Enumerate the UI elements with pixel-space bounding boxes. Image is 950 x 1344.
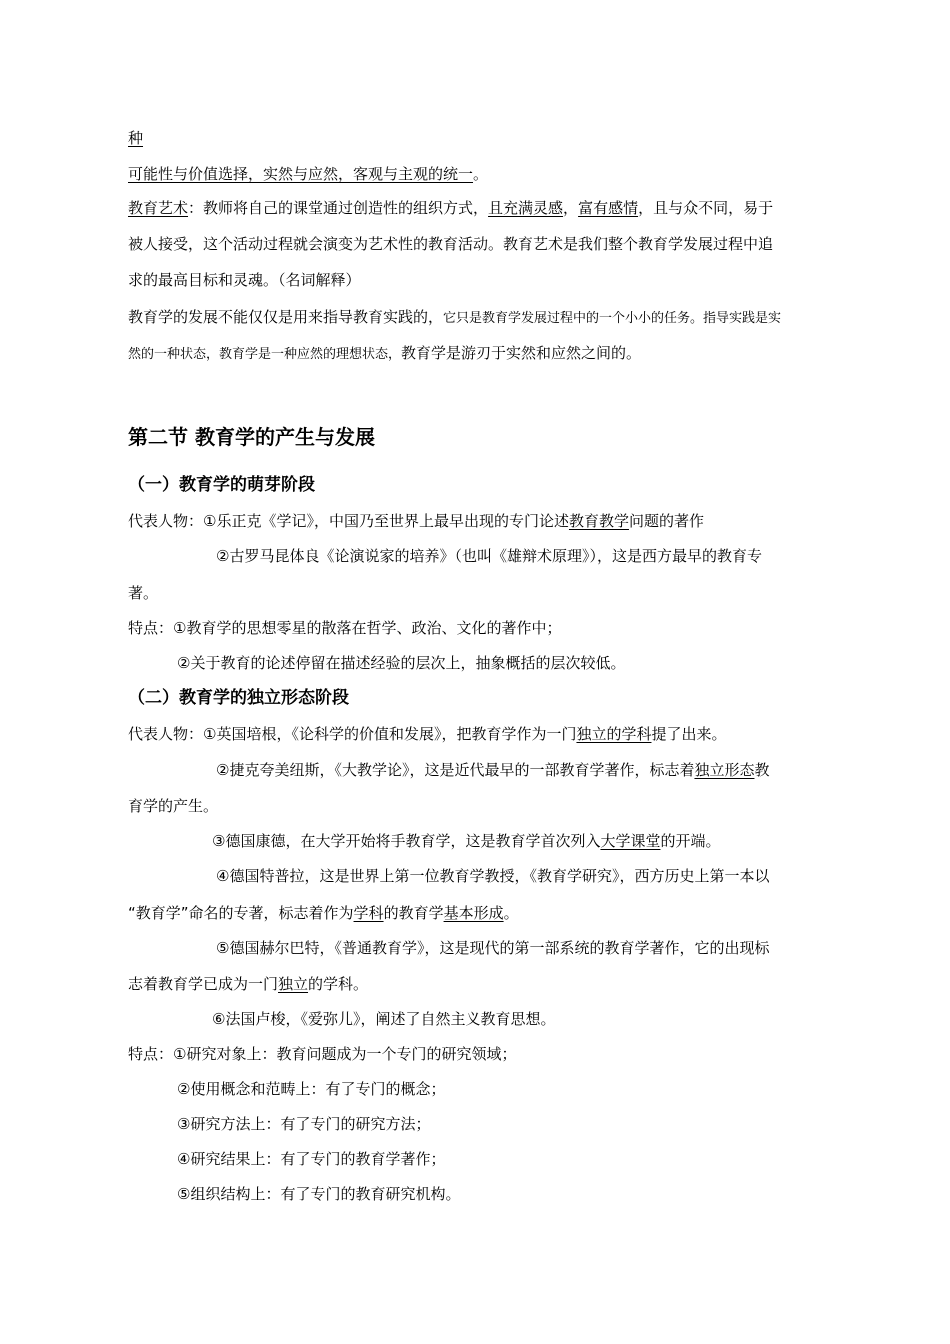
text-fragment: 代表人物：①乐正克《学记》，中国乃至世界上最早出现的专门论述 <box>128 512 569 530</box>
underlined-text: 种 <box>128 129 144 147</box>
text-fragment: 问题的著作 <box>628 512 704 530</box>
text-line <box>128 164 488 184</box>
underlined-text: 且充满灵感 <box>488 199 564 217</box>
text-fragment: 志着教育学已成为一门 <box>128 975 279 993</box>
text-line <box>212 831 720 851</box>
text-fragment: ，且与众不同，易于 <box>638 199 774 217</box>
text-line: ②古罗马昆体良《论演说家的培养》（也叫《雄辩术原理》），这是西方最早的教育专 <box>216 547 762 565</box>
subsection-heading: （一）教育学的萌芽阶段 <box>128 475 315 495</box>
text-fragment: 提了出来。 <box>651 725 727 743</box>
text-fragment: ③德国康德，在大学开始将手教育学，这是教育学首次列入 <box>212 832 601 850</box>
text-line: 育学的产生。 <box>128 797 219 815</box>
text-line <box>128 724 726 744</box>
text-line <box>128 511 704 531</box>
underlined-text: 可能性与价值选择，实然与应然，客观与主观的统一 <box>128 165 474 183</box>
text-line: ⑥法国卢梭，《爱弥儿》，阐述了自然主义教育思想。 <box>212 1010 556 1028</box>
text-line <box>128 307 781 329</box>
small-text: 然的一种状态，教育学是一种应然的理想状态， <box>128 347 402 362</box>
text-fragment: 教育学是游刃于实然和应然之间的。 <box>401 344 642 362</box>
section-title: 第二节 教育学的产生与发展 <box>128 425 375 449</box>
underlined-text: 独立的学科 <box>576 725 652 743</box>
text-fragment: ， <box>563 199 579 217</box>
text-line <box>128 903 519 923</box>
text-fragment: ：教师将自己的课堂通过创造性的组织方式， <box>188 199 489 217</box>
text-line: ⑤组织结构上：有了专门的教育研究机构。 <box>177 1185 461 1203</box>
underlined-text: 基本形成 <box>443 904 504 922</box>
text-line: ②关于教育的论述停留在描述经验的层次上，抽象概括的层次较低。 <box>177 654 626 672</box>
underlined-text: 学科 <box>353 904 384 922</box>
text-line: ②使用概念和范畴上：有了专门的概念； <box>177 1080 446 1098</box>
text-fragment: “教育学”命名的专著，标志着作为 <box>128 904 354 922</box>
underlined-text: 富有感情 <box>578 199 639 217</box>
text-fragment: 代表人物：①英国培根，《论科学的价值和发展》，把教育学作为一门 <box>128 725 577 743</box>
text-line: ④研究结果上：有了专门的教育学著作； <box>177 1150 446 1168</box>
text-fragment: 。 <box>473 165 489 183</box>
underlined-text: 大学课堂 <box>600 832 661 850</box>
underlined-text: 独立 <box>278 975 309 993</box>
underlined-text: 教育教学 <box>568 512 629 530</box>
text-fragment: 教 <box>754 761 770 779</box>
text-fragment: 的教育学 <box>383 904 444 922</box>
text-fragment: 的开端。 <box>660 832 721 850</box>
text-fragment: 。 <box>503 904 519 922</box>
text-line <box>128 128 143 148</box>
text-fragment: ②捷克夸美纽斯，《大教学论》，这是近代最早的一部教育学著作，标志着 <box>216 761 695 779</box>
text-line: 被人接受，这个活动过程就会演变为艺术性的教育活动。教育艺术是我们整个教育学发展过程中追 <box>128 235 774 253</box>
text-line: 特点：①研究对象上：教育问题成为一个专门的研究领域； <box>128 1045 517 1063</box>
text-line: ④德国特普拉，这是世界上第一位教育学教授，《教育学研究》，西方历史上第一本以 <box>216 867 770 885</box>
text-line <box>128 343 641 365</box>
definition-education-art <box>128 198 773 218</box>
text-line: 求的最高目标和灵魂。（名词解释） <box>128 271 361 289</box>
term-education-art: 教育艺术 <box>128 199 189 217</box>
text-line: ③研究方法上：有了专门的研究方法； <box>177 1115 431 1133</box>
text-line <box>216 760 769 780</box>
underlined-text: 独立形态 <box>694 761 755 779</box>
text-fragment: 教育学的发展不能仅仅是用来指导教育实践的， <box>128 308 444 326</box>
text-line: 特点：①教育学的思想零星的散落在哲学、政治、文化的著作中； <box>128 619 562 637</box>
small-text: 它只是教育学发展过程中的一个小小的任务。指导实践是实 <box>443 311 782 326</box>
text-line: ⑤德国赫尔巴特，《普通教育学》，这是现代的第一部系统的教育学著作，它的出现标 <box>216 939 770 957</box>
text-fragment: 的学科。 <box>308 975 369 993</box>
text-line: 著。 <box>128 584 159 602</box>
subsection-heading: （二）教育学的独立形态阶段 <box>128 688 349 708</box>
text-line <box>128 974 368 994</box>
